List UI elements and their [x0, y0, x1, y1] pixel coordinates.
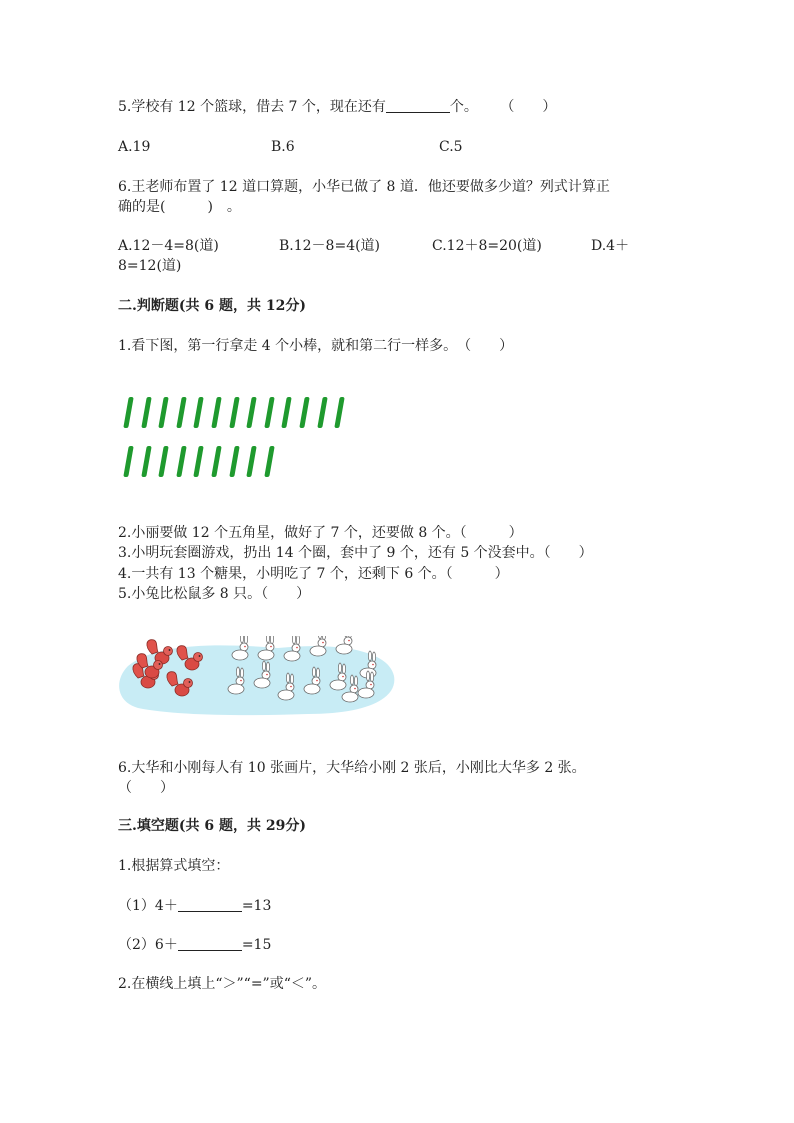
s3-q1: 1.根据算式填空：	[118, 858, 230, 874]
s3-q1b-pre: （2）6＋	[118, 937, 178, 953]
s2-q6-line2[interactable]: （ ）	[118, 780, 174, 796]
stick-row2	[194, 446, 204, 477]
stick-row1	[282, 397, 292, 428]
s2-q4: 4.一共有 13 个糖果，小明吃了 7 个，还剩下 6 个。（ ）	[118, 566, 509, 582]
stick-row1	[194, 397, 204, 428]
q5-blank[interactable]	[386, 98, 450, 113]
stick-row1	[246, 397, 256, 428]
section2-title: 二.判断题(共 6 题，共 12分)	[118, 298, 306, 314]
s2-q2: 2.小丽要做 12 个五角星，做好了 7 个，还要做 8 个。（ ）	[118, 525, 523, 541]
rabbit-icon	[310, 636, 326, 656]
q6-option-a[interactable]: A.12－4=8(道)	[118, 238, 219, 254]
s3-q1a-blank[interactable]	[178, 897, 242, 912]
stick-row1	[229, 397, 239, 428]
stick-row1	[211, 397, 221, 428]
stick-row1	[317, 397, 327, 428]
animals-illustration	[118, 636, 398, 716]
q6-option-c[interactable]: C.12＋8=20(道)	[432, 238, 542, 254]
section3-title: 三.填空题(共 6 题，共 29分)	[118, 818, 306, 834]
q6-line2: 确的是( ) 。	[118, 199, 241, 215]
s2-q5: 5.小兔比松鼠多 8 只。（ ）	[118, 586, 311, 602]
s3-q1a-post: =13	[241, 898, 272, 914]
stick-row2	[264, 446, 274, 477]
s3-q2: 2.在横线上填上“＞”“=”或“＜”。	[118, 976, 327, 992]
q5-answer-paren[interactable]: （ ）	[500, 99, 557, 115]
stick-row2	[176, 446, 186, 477]
q6-option-b[interactable]: B.12－8=4(道)	[279, 238, 381, 254]
stick-row1	[299, 397, 309, 428]
stick-row2	[158, 446, 168, 477]
stick-row1	[176, 397, 186, 428]
q5-post: 个。	[449, 99, 478, 115]
stick-row2	[229, 446, 239, 477]
q6-option-d[interactable]: D.4＋	[591, 238, 630, 254]
stick-row1	[123, 397, 133, 428]
stick-row1	[264, 397, 274, 428]
s2-q6-line1: 6.大华和小刚每人有 10 张画片，大华给小刚 2 张后，小刚比大华多 2 张。	[118, 760, 586, 776]
s3-q1b-post: =15	[241, 937, 272, 953]
stick-row1	[334, 397, 344, 428]
q5-pre: 5.学校有 12 个篮球，借去 7 个，现在还有	[118, 99, 386, 115]
s3-q1a	[118, 896, 271, 916]
stick-row2	[141, 446, 151, 477]
stick-row2	[246, 446, 256, 477]
s2-q3: 3.小明玩套圈游戏，扔出 14 个圈，套中了 9 个，还有 5 个没套中。（ ）	[118, 545, 593, 561]
q5-option-c[interactable]: C.5	[439, 139, 463, 155]
stick-row2	[123, 446, 133, 477]
s3-q1b	[118, 935, 271, 955]
animals-figure	[118, 636, 398, 716]
s3-q1a-pre: （1）4＋	[118, 898, 178, 914]
stick-row1	[141, 397, 151, 428]
q6-line1: 6.王老师布置了 12 道口算题，小华已做了 8 道．他还要做多少道？列式计算正	[118, 179, 610, 195]
stick-row2	[211, 446, 221, 477]
q6-option-d-cont: 8=12(道)	[118, 258, 182, 274]
q5-option-a[interactable]: A.19	[118, 139, 151, 155]
stick-row1	[158, 397, 168, 428]
s2-q1: 1.看下图，第一行拿走 4 个小棒，就和第二行一样多。 （ ）	[118, 338, 514, 354]
rabbit-icon	[336, 636, 352, 654]
q5-option-b[interactable]: B.6	[271, 139, 295, 155]
q5-text	[118, 97, 556, 117]
s3-q1b-blank[interactable]	[178, 936, 242, 951]
